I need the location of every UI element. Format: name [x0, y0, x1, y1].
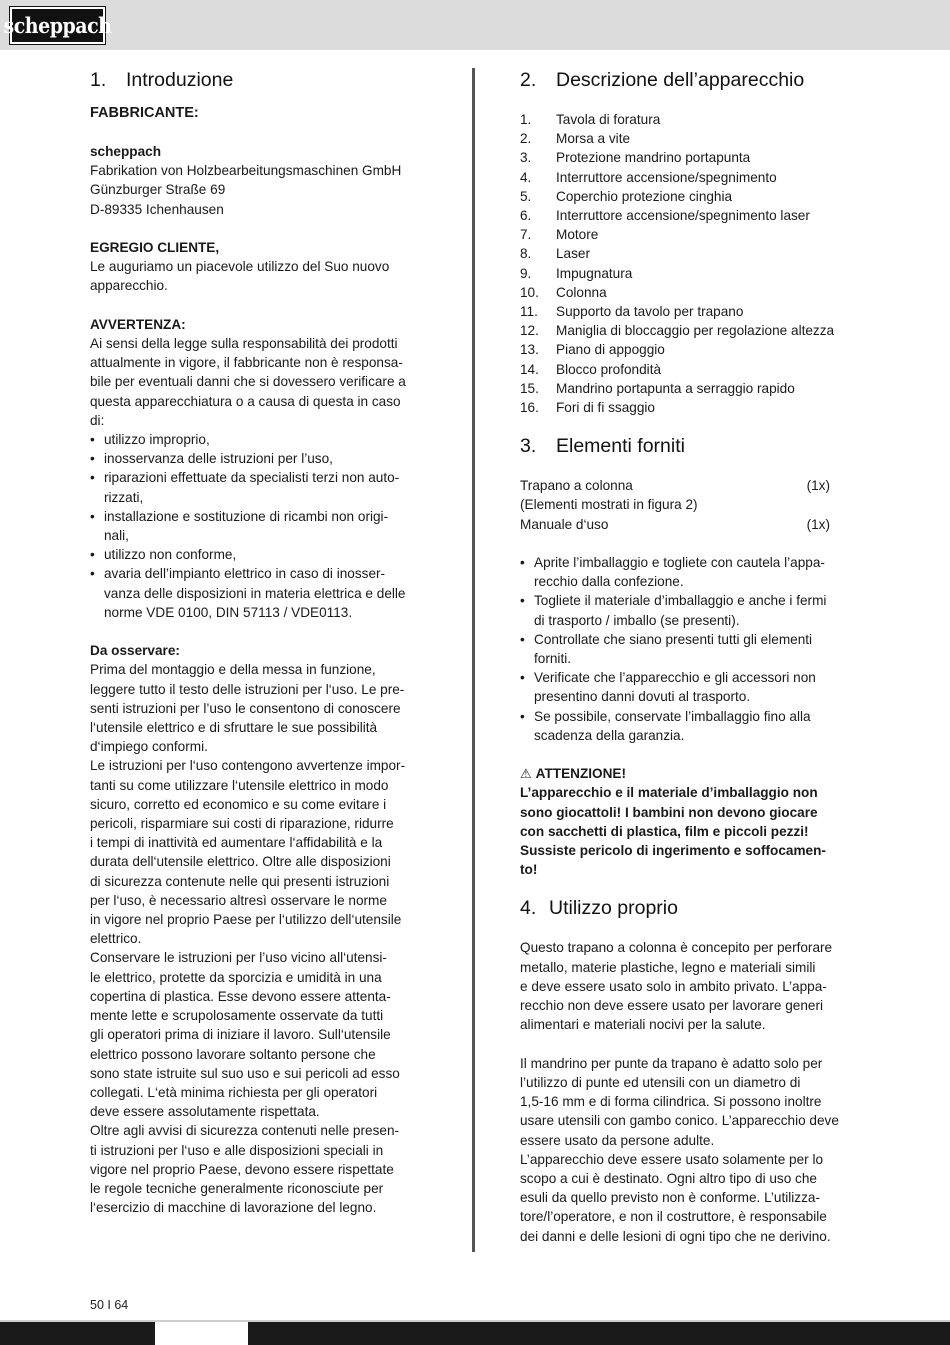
section-title: Elementi forniti: [556, 435, 685, 458]
text-line: to!: [520, 862, 538, 878]
list-item: [520, 225, 865, 244]
text-line: L’apparecchio e il materiale d’imballaggio non: [520, 785, 818, 801]
list-item: [520, 168, 865, 187]
brand-logo-text: scheppach: [3, 12, 112, 39]
text-line: l’utilizzo di punte ed utensili con un diametro di: [520, 1074, 801, 1090]
text-line: • installazione e sostituzione di ricambi non origi-: [104, 508, 389, 524]
text-line: scadenza della garanzia.: [534, 727, 685, 743]
supplied-item: [520, 515, 830, 534]
text-line: • utilizzo non conforme,: [104, 547, 237, 563]
text-line: elettrico possono lavorare soltanto persone che: [90, 1046, 376, 1062]
item-label: Fori di fi ssaggio: [556, 400, 655, 416]
list-item: [520, 630, 865, 668]
observe-text: [90, 660, 430, 1217]
item-label: Protezione mandrino portapunta: [556, 150, 751, 166]
text-line: • Verificate che l’apparecchio e gli accessori non: [534, 670, 816, 686]
item-number: 4.: [520, 169, 532, 185]
manufacturer-label: FABBRICANTE:: [90, 105, 199, 121]
item-label: Interruttore accensione/spegnimento laser: [556, 208, 810, 224]
list-item: [520, 398, 865, 417]
text-line: di sicurezza contenute nelle qui presenti istruzioni: [90, 873, 390, 889]
text-line: Oltre agli avvisi di sicurezza contenuti nelle presen-: [90, 1123, 400, 1139]
list-item: [90, 507, 430, 545]
list-item: [90, 449, 430, 468]
text-line: copertina di plastica. Esse devono essere attenta-: [90, 988, 391, 1004]
item-label: Morsa a vite: [556, 131, 631, 147]
item-label: Blocco profondità: [556, 361, 662, 377]
text-line: i tempi di inattività ed aumentare l‘affidabilità e la: [90, 835, 383, 851]
text-line: • Controllate che siano presenti tutti gli elementi: [534, 631, 813, 647]
item-label: Impugnatura: [556, 265, 633, 281]
item-label: Manuale d‘uso: [520, 516, 609, 532]
section-number: 2.: [520, 69, 537, 91]
item-label: Piano di appoggio: [556, 342, 665, 358]
text-line: questa apparecchiatura o a causa di questa in caso: [90, 393, 401, 409]
item-number: 1.: [520, 112, 532, 127]
text-line: mente lette e scrupolosamente osservate da tutti: [90, 1008, 384, 1024]
text-line: Prima del montaggio e della messa in funzione,: [90, 662, 376, 678]
manufacturer-line: Fabrikation von Holzbearbeitungsmaschinen GmbH: [90, 163, 402, 179]
list-item: [520, 668, 865, 706]
item-label: Tavola di foratura: [556, 112, 661, 127]
parts-list: [520, 110, 865, 417]
text-line: apparecchio.: [90, 278, 168, 294]
text-line: essere usato da persone adulte.: [520, 1132, 715, 1148]
text-line: vanza delle disposizioni in materia elettrica e delle: [104, 585, 406, 601]
page-number: 50 I 64: [90, 1298, 129, 1312]
text-line: deve essere assolutamente rispettata.: [90, 1104, 320, 1120]
right-column: [520, 64, 865, 1246]
brand-logo: [3, 7, 112, 44]
dear-customer-label: EGREGIO CLIENTE,: [90, 240, 220, 255]
list-item: [520, 264, 865, 283]
text-line: metallo, materie plastiche, legno e materiali simili: [520, 959, 816, 975]
text-line: collegati. L‘età minima richiesta per gli operatori: [90, 1084, 378, 1100]
section-title: Utilizzo proprio: [549, 897, 678, 920]
list-item: [520, 110, 865, 129]
text-line: di trasporto / imballo (se presenti).: [534, 612, 740, 628]
footer-bar-right: [248, 1322, 950, 1345]
item-number: 5.: [520, 188, 532, 204]
section-heading-supplied: [520, 430, 865, 462]
unpacking-bullet-list: [520, 553, 865, 745]
item-label: Mandrino portapunta a serraggio rapido: [556, 380, 795, 396]
item-quantity: (1x): [806, 516, 830, 532]
text-line: recchio dalla confezione.: [534, 574, 684, 590]
text-line: Questo trapano a colonna è concepito per perforare: [520, 940, 833, 956]
text-line: usare utensili con gambo conico. L’apparecchio deve: [520, 1113, 839, 1129]
item-number: 11.: [520, 304, 538, 320]
item-number: 8.: [520, 246, 532, 262]
text-line: bile per eventuali danni che si dovessero verificare a: [90, 374, 406, 390]
text-line: sono state istruite sul suo uso e sui pericoli ad esso: [90, 1065, 400, 1081]
item-label: Coperchio protezione cinghia: [556, 188, 733, 204]
text-line: in vigore nel proprio Paese per l‘utilizzo dell‘utensile: [90, 912, 402, 928]
list-item: [90, 545, 430, 564]
text-line: Le istruzioni per l‘uso contengono avvertenze impor-: [90, 758, 406, 774]
list-item: [520, 379, 865, 398]
text-line: scopo a cui è destinato. Ogni altro tipo di uso che: [520, 1170, 817, 1186]
section-heading-intended-use: [520, 892, 865, 924]
text-line: pericoli, risparmiare sui costi di riparazione, ridurre: [90, 816, 394, 832]
text-line: Ai sensi della legge sulla responsabilità dei prodotti: [90, 336, 398, 351]
item-label: (Elementi mostrati in figura 2): [520, 497, 698, 513]
item-label: Interruttore accensione/spegnimento: [556, 169, 777, 185]
column-divider: [472, 68, 475, 1252]
warning-label: AVVERTENZA:: [90, 316, 186, 332]
text-line: forniti.: [534, 651, 572, 667]
text-line: • inosservanza delle istruzioni per l’uso,: [104, 451, 333, 467]
section-title: Descrizione dell’apparecchio: [556, 69, 805, 91]
section-title: Introduzione: [126, 69, 234, 91]
manufacturer-name: scheppach: [90, 144, 162, 159]
item-label: Maniglia di bloccaggio per regolazione altezza: [556, 323, 835, 339]
footer-bar-left: [0, 1322, 155, 1345]
list-item: [520, 187, 865, 206]
section-heading-introduction: [90, 64, 430, 96]
item-number: 15.: [520, 380, 539, 396]
text-line: • utilizzo improprio,: [104, 432, 210, 448]
text-line: attualmente in vigore, il fabbricante non è responsa-: [90, 355, 403, 371]
text-line: rizzati,: [104, 489, 144, 505]
text-line: elettrico.: [90, 931, 142, 947]
text-line: l‘esercizio di macchine di lavorazione del legno.: [90, 1200, 377, 1216]
text-line: nali,: [104, 528, 129, 544]
list-item: [520, 321, 865, 340]
text-line: • riparazioni effettuate da specialisti terzi non auto-: [104, 470, 400, 486]
text-line: sono giocattoli! I bambini non devono giocare: [520, 804, 818, 820]
item-label: Supporto da tavolo per trapano: [556, 304, 744, 320]
text-line: esuli da quello previsto non è conforme. L’utilizza-: [520, 1190, 820, 1206]
text-line: norme VDE 0100, DIN 57113 / VDE0113.: [104, 604, 353, 620]
item-quantity: (1x): [806, 478, 830, 494]
item-number: 14.: [520, 361, 539, 377]
text-line: tanti su come utilizzare l‘utensile elettrico in modo: [90, 777, 389, 793]
list-item: [520, 244, 865, 263]
text-line: Il mandrino per punte da trapano è adatto solo per: [520, 1055, 823, 1071]
supplied-items: [520, 476, 865, 534]
text-line: di:: [90, 412, 105, 428]
item-label: Colonna: [556, 284, 607, 300]
item-number: 13.: [520, 342, 539, 358]
text-line: sicuro, corretto ed economico e su come evitare i: [90, 796, 387, 812]
attention-heading: [520, 764, 865, 783]
section-heading-description: [520, 64, 865, 96]
text-line: leggere tutto il testo delle istruzioni per l‘uso. Le pre-: [90, 681, 405, 697]
list-item: [520, 148, 865, 167]
text-line: Le auguriamo un piacevole utilizzo del Suo nuovo: [90, 259, 390, 275]
manufacturer-line: Günzburger Straße 69: [90, 182, 226, 198]
text-line: alimentari e materiali nocivi per la salute.: [520, 1017, 766, 1033]
item-number: 9.: [520, 265, 532, 281]
text-line: senti istruzioni per l’uso le consentono di conoscere: [90, 700, 401, 716]
list-item: [520, 553, 865, 591]
text-line: d‘impiego conformi.: [90, 739, 208, 755]
section-number: 1.: [90, 69, 107, 91]
text-line: Sussiste pericolo di ingerimento e soffocamen-: [520, 843, 826, 859]
text-line: durata dell‘utensile elettrico. Oltre alle disposizioni: [90, 854, 391, 870]
attention-text: [520, 783, 865, 879]
intended-use-paragraph: [520, 1054, 865, 1246]
item-number: 2.: [520, 131, 532, 147]
text-line: 1,5-16 mm e di forma cilindrica. Si possono inoltre: [520, 1094, 822, 1110]
text-line: tore/l’operatore, e non il costruttore, è responsabile: [520, 1209, 827, 1225]
section-number: 3.: [520, 435, 537, 458]
text-line: e deve essere usato solo in ambito privato. L’appa-: [520, 978, 827, 994]
text-line: • avaria dell’impianto elettrico in caso di inosser-: [104, 566, 386, 582]
item-number: 7.: [520, 227, 532, 243]
item-number: 6.: [520, 208, 532, 224]
text-line: per l‘uso, è necessario altresì osservare le norme: [90, 892, 387, 908]
text-line: recchio non deve essere usato per lavorare generi: [520, 998, 824, 1014]
item-number: 12.: [520, 323, 539, 339]
text-line: • Aprite l’imballaggio e togliete con cautela l’appa-: [534, 555, 825, 571]
list-item: [520, 129, 865, 148]
item-label: Motore: [556, 227, 599, 243]
list-item: [90, 564, 430, 622]
text-line: presentino danni dovuti al trasporto.: [534, 689, 751, 705]
text-line: gli operatori prima di iniziare il lavoro. Sull‘utensile: [90, 1027, 391, 1043]
text-line: vigore nel proprio Paese, devono essere rispettate: [90, 1161, 394, 1177]
item-label: Trapano a colonna: [520, 478, 633, 494]
item-number: 3.: [520, 150, 532, 166]
item-number: 10.: [520, 284, 539, 300]
list-item: [520, 302, 865, 321]
text-line: ti istruzioni per l‘uso e alle disposizioni speciali in: [90, 1142, 384, 1158]
header-band: [0, 0, 950, 50]
observe-label: Da osservare:: [90, 643, 180, 659]
list-item: [520, 360, 865, 379]
item-label: Laser: [556, 246, 591, 262]
text-line: Conservare le istruzioni per l’uso vicino all‘utensi-: [90, 950, 387, 966]
section-number: 4.: [520, 897, 537, 920]
item-number: 16.: [520, 400, 539, 416]
text-line: le elettrico, protette da sporcizia e umidità in una: [90, 969, 382, 985]
text-line: • Se possibile, conservate l’imballaggio fino alla: [534, 708, 811, 724]
manufacturer-line: D-89335 Ichenhausen: [90, 201, 224, 217]
list-item: [520, 707, 865, 745]
supplied-item: [520, 495, 830, 514]
list-item: [90, 430, 430, 449]
list-item: [520, 283, 865, 302]
text-line: l‘utensile elettrico e di sfruttare le sue possibilità: [90, 720, 378, 736]
supplied-item: [520, 476, 830, 495]
text-line: con sacchetti di plastica, film e piccoli pezzi!: [520, 823, 809, 839]
list-item: [90, 468, 430, 506]
text-line: L’apparecchio deve essere usato solamente per lo: [520, 1151, 824, 1167]
list-item: [520, 340, 865, 359]
text-line: dei danni e delle lesioni di ogni tipo che ne derivino.: [520, 1228, 831, 1244]
warning-bullet-list: [90, 430, 430, 622]
attention-label: ATTENZIONE!: [535, 766, 627, 782]
intended-use-paragraph: [520, 938, 865, 1034]
list-item: [520, 206, 865, 225]
text-line: • Togliete il materiale d’imballaggio e anche i fermi: [534, 593, 827, 609]
text-line: le regole tecniche generalmente riconosciute per: [90, 1180, 384, 1196]
warning-triangle-icon: ⚠: [520, 766, 532, 782]
left-column: [90, 64, 430, 1217]
list-item: [520, 591, 865, 629]
